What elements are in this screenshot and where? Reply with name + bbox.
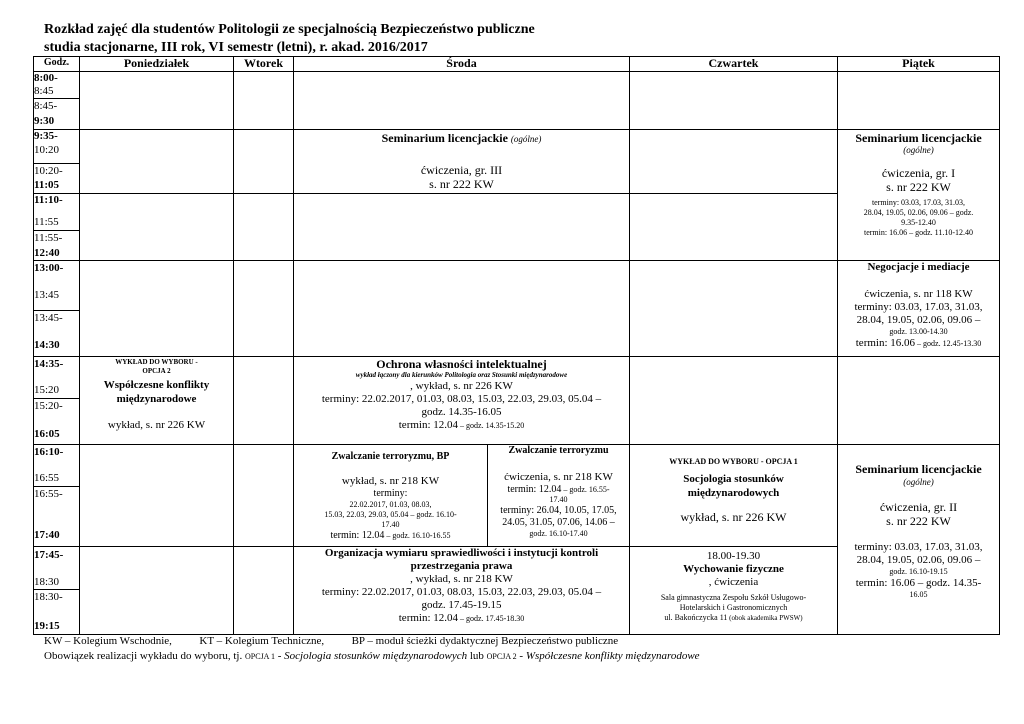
class-title: Socjologia stosunków [683, 473, 784, 485]
class-room: , wykład, s. nr 218 KW [410, 573, 513, 585]
time-start: 13:45- [34, 312, 63, 324]
class-title: Wychowanie fizyczne [683, 563, 784, 575]
header-sroda: Środa [446, 57, 477, 70]
class-terms: 24.05, 31.05, 07.06, 14.06 – [502, 517, 615, 528]
class-terms: – godz. 16.10-16.55 [384, 531, 451, 540]
class-title: Organizacja wymiaru sprawiedliwości i instytucji kontroli [324, 547, 599, 559]
class-title: przestrzegania prawa [410, 560, 513, 572]
class-title: Negocjacje i mediacje [867, 261, 970, 273]
class-title: Seminarium licencjackie [381, 131, 508, 145]
class-terms: termin: 12.04 [398, 419, 459, 431]
class-terms: 28.04, 19.05, 02.06, 09.06 – [856, 554, 981, 566]
time-end: 18:30 [34, 576, 60, 588]
class-note: (ogólne) [903, 477, 934, 487]
time-end: 12:40 [34, 247, 60, 259]
footer-note-text: Obowiązek realizacji wykładu do wyboru, tj. [44, 650, 245, 662]
page-title: Rozkład zajęć dla studentów Politologii ze specjalnością Bezpieczeństwo publiczne [44, 22, 535, 37]
class-terms: termin: 12.04 [507, 484, 562, 495]
time-end: 10:20 [34, 144, 60, 156]
class-terms: 22.02.2017, 01.03, 08.03, [349, 500, 432, 509]
time-end: 11:55 [34, 216, 59, 228]
class-terms: godz. 14.35-16.05 [421, 406, 502, 418]
time-start: 10:20- [34, 165, 63, 177]
class-label: WYKŁAD DO WYBORU - [115, 358, 198, 366]
class-zwalczanie-terroryzmu-cw [488, 445, 629, 546]
class-seminarium-piatek-gr2 [838, 445, 999, 634]
class-note: (ogólne) [510, 134, 542, 144]
class-place: ul. Bakończycka 11 [664, 613, 728, 622]
class-title: międzynarodowych [687, 487, 780, 499]
class-wspolczesne-konflikty [80, 357, 233, 444]
class-terms: terminy: 22.02.2017, 01.03, 08.03, 15.03, 22.03, 29.03, 05.04 – [321, 586, 602, 598]
class-place: (obok akademika PWSW) [727, 614, 803, 622]
class-terms: terminy: 03.03, 17.03, 31.03, [871, 198, 966, 207]
class-terms: godz. 13.00-14.30 [889, 327, 948, 336]
class-title: Zwalczanie terroryzmu [508, 445, 609, 456]
class-terms: godz. 16.10-17.40 [529, 529, 588, 538]
header-poniedzialek: Poniedziałek [123, 57, 190, 70]
class-room: s. nr 222 KW [886, 180, 951, 194]
time-start: 14:35- [34, 358, 64, 370]
class-title: międzynarodowe [116, 393, 197, 405]
time-start: 16:10- [34, 446, 64, 458]
time-start: 8:00- [34, 72, 58, 84]
class-title: Seminarium licencjackie [855, 462, 982, 476]
time-end: 15:20 [34, 384, 60, 396]
class-seminarium-sroda [294, 130, 629, 192]
page-subtitle: studia stacjonarne, III rok, VI semestr (letni), r. akad. 2016/2017 [44, 40, 428, 55]
time-start: 13:00- [34, 262, 64, 274]
class-title: Ochrona własności intelektualnej [376, 357, 547, 371]
class-terms: – godz. 12.45-13.30 [915, 339, 982, 348]
class-wychowanie-fizyczne [630, 547, 837, 634]
class-room: , wykład, s. nr 226 KW [410, 380, 513, 392]
class-terms: godz. 17.45-19.15 [421, 599, 502, 611]
class-room: wykład, s. nr 226 KW [107, 419, 206, 431]
time-end: 9:30 [34, 115, 55, 127]
class-title: Seminarium licencjackie [855, 131, 982, 145]
time-end: 11:05 [34, 179, 60, 191]
class-terms: termin: 16.06 – godz. 14.35- [855, 577, 982, 589]
class-group: ćwiczenia, gr. III [420, 163, 503, 177]
class-terms: terminy: 03.03, 17.03, 31.03, [854, 301, 983, 313]
class-terms: 9.35-12.40 [901, 218, 936, 227]
class-label: WYKŁAD DO WYBORU - OPCJA 1 [669, 457, 798, 466]
class-group: ćwiczenia, gr. I [881, 166, 956, 180]
time-start: 11:10- [34, 194, 63, 206]
class-label: OPCJA 2 [142, 367, 171, 375]
class-terms: 16.05 [909, 590, 928, 599]
footer-option1-label: OPCJA 1 [245, 652, 276, 661]
time-start: 15:20- [34, 400, 63, 412]
class-terms: terminy: 26.04, 10.05, 17.05, [500, 505, 617, 516]
class-terms: – godz. 14.35-15.20 [458, 421, 525, 430]
class-place: Sala gimnastyczna Zespołu Szkół Usługowo- [660, 593, 807, 602]
class-terms: – godz. 17.45-18.30 [458, 614, 525, 623]
class-terms: terminy: 22.02.2017, 01.03, 08.03, 15.03, 22.03, 29.03, 05.04 – [321, 393, 602, 405]
header-piatek: Piątek [902, 57, 935, 70]
class-seminarium-piatek-gr1 [838, 130, 999, 260]
header-wtorek: Wtorek [243, 57, 284, 70]
class-terms: termin: 16.06 – godz. 11.10-12.40 [863, 228, 974, 237]
class-room: wykład, s. nr 226 KW [680, 510, 787, 524]
class-terms: 28.04, 19.05, 02.06, 09.06 – [856, 314, 981, 326]
time-start: 16:55- [34, 488, 63, 500]
time-end: 8:45 [34, 85, 54, 97]
time-end: 16:55 [34, 472, 60, 484]
class-terms: – godz. 16.55- [561, 485, 610, 494]
class-terms: 15.03, 22.03, 29.03, 05.04 – godz. 16.10- [324, 510, 457, 519]
time-start: 18:30- [34, 591, 63, 603]
footer-note [44, 650, 700, 663]
class-terms: godz. 16.10-19.15 [889, 567, 948, 576]
header-godz: Godz. [43, 57, 70, 68]
class-ochrona-wlasnosci [294, 357, 629, 444]
class-terms: termin: 12.04 [330, 530, 385, 541]
footer-legend: KW – Kolegium Wschodnie, KT – Kolegium Techniczne, BP – moduł ścieżki dydaktycznej Bezpieczeństwo publiczne [44, 635, 619, 647]
time-end: 14:30 [34, 339, 60, 351]
class-negocjacje [838, 261, 999, 356]
class-note: (ogólne) [903, 145, 934, 155]
time-end: 13:45 [34, 289, 60, 301]
footer-option2-label: OPCJA 2 [486, 652, 517, 661]
class-terms: terminy: 03.03, 17.03, 31.03, [854, 541, 983, 553]
class-zwalczanie-terroryzmu-bp [294, 445, 487, 546]
class-room: ćwiczenia, s. nr 118 KW [864, 288, 973, 300]
class-room: s. nr 222 KW [429, 177, 494, 191]
class-title: Współczesne konflikty [103, 379, 210, 391]
class-place: Hotelarskich i Gastronomicznych [679, 603, 788, 612]
time-end: 17:40 [34, 529, 60, 541]
class-organizacja-wymiaru [294, 547, 629, 634]
class-terms: 28.04, 19.05, 02.06, 09.06 – godz. [863, 208, 974, 217]
class-time: 18.00-19.30 [706, 550, 761, 562]
class-title: Zwalczanie terroryzmu, BP [331, 451, 450, 462]
class-terms: 17.40 [381, 520, 400, 529]
class-room: s. nr 222 KW [886, 514, 951, 528]
time-start: 11:55- [34, 232, 63, 244]
footer-option2: - Współczesne konflikty międzynarodowe [516, 650, 700, 662]
class-terms: termin: 16.06 [855, 337, 916, 349]
class-terms: 17.40 [549, 495, 568, 504]
footer-option1: - Socjologia stosunków międzynarodowych [275, 650, 468, 662]
class-room: ćwiczenia, s. nr 218 KW [504, 471, 613, 483]
class-room: wykład, s. nr 218 KW [341, 475, 440, 487]
class-terms: terminy: [373, 488, 408, 499]
time-start: 17:45- [34, 549, 64, 561]
header-czwartek: Czwartek [708, 57, 759, 70]
footer-or: lub [467, 650, 487, 662]
class-terms: termin: 12.04 [398, 612, 459, 624]
class-type: , ćwiczenia [708, 576, 759, 588]
class-note: wykład łączony dla kierunków Politologia oraz Stosunki międzynarodowe [355, 371, 568, 379]
class-group: ćwiczenia, gr. II [879, 500, 958, 514]
time-end: 16:05 [34, 428, 60, 440]
time-start: 9:35- [34, 130, 58, 142]
class-socjologia-stosunkow [630, 445, 837, 546]
time-end: 19:15 [34, 620, 60, 632]
time-start: 8:45- [34, 100, 58, 112]
